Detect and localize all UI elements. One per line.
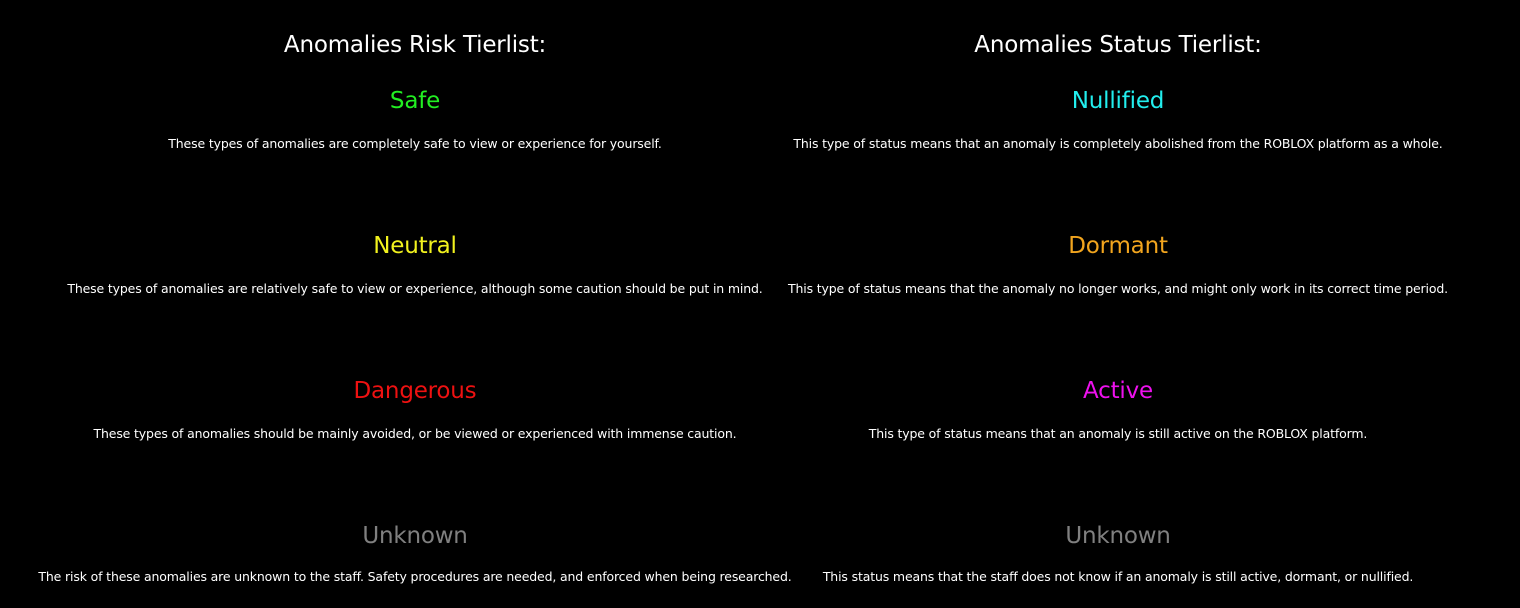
risk-tier-safe [30,86,800,152]
status-tier-name: Active [1083,378,1153,404]
status-tier-dormant [778,231,1458,297]
status-tierlist [778,0,1458,608]
status-tier-active [778,376,1458,442]
risk-tier-description: These types of anomalies are relatively safe to view or experience, although some caution should be put in mind. [67,281,763,296]
status-tier-unknown [778,521,1458,585]
status-tier-description: This status means that the staff does not know if an anomaly is still active, dormant, or nullified. [822,569,1414,584]
risk-tier-description: The risk of these anomalies are unknown to the staff. Safety procedures are needed, and enforced when being researched. [38,569,792,584]
status-tier-name: Dormant [1068,233,1168,259]
status-tier-name: Nullified [1071,88,1165,114]
risk-tier-unknown [30,521,800,585]
risk-tier-name: Unknown [362,523,468,549]
risk-tier-name: Dangerous [353,378,477,404]
status-tier-name: Unknown [1065,523,1171,549]
risk-tierlist-title: Anomalies Risk Tierlist: [283,32,547,58]
status-tier-description: This type of status means that an anomaly is completely abolished from the ROBLOX platform as a whole. [793,136,1443,151]
risk-tier-neutral [30,231,800,297]
risk-tier-description: These types of anomalies are completely safe to view or experience for yourself. [168,136,662,151]
status-tier-description: This type of status means that an anomaly is still active on the ROBLOX platform. [868,426,1368,441]
status-tierlist-title: Anomalies Status Tierlist: [974,32,1262,58]
risk-tier-dangerous [30,376,800,442]
status-tier-description: This type of status means that the anomaly no longer works, and might only work in its correct time period. [788,281,1448,296]
risk-tier-description: These types of anomalies should be mainly avoided, or be viewed or experienced with immense caution. [93,426,737,441]
risk-tier-name: Safe [389,88,441,114]
risk-tier-name: Neutral [373,233,457,259]
status-tier-nullified [778,86,1458,152]
risk-tierlist [30,0,800,608]
